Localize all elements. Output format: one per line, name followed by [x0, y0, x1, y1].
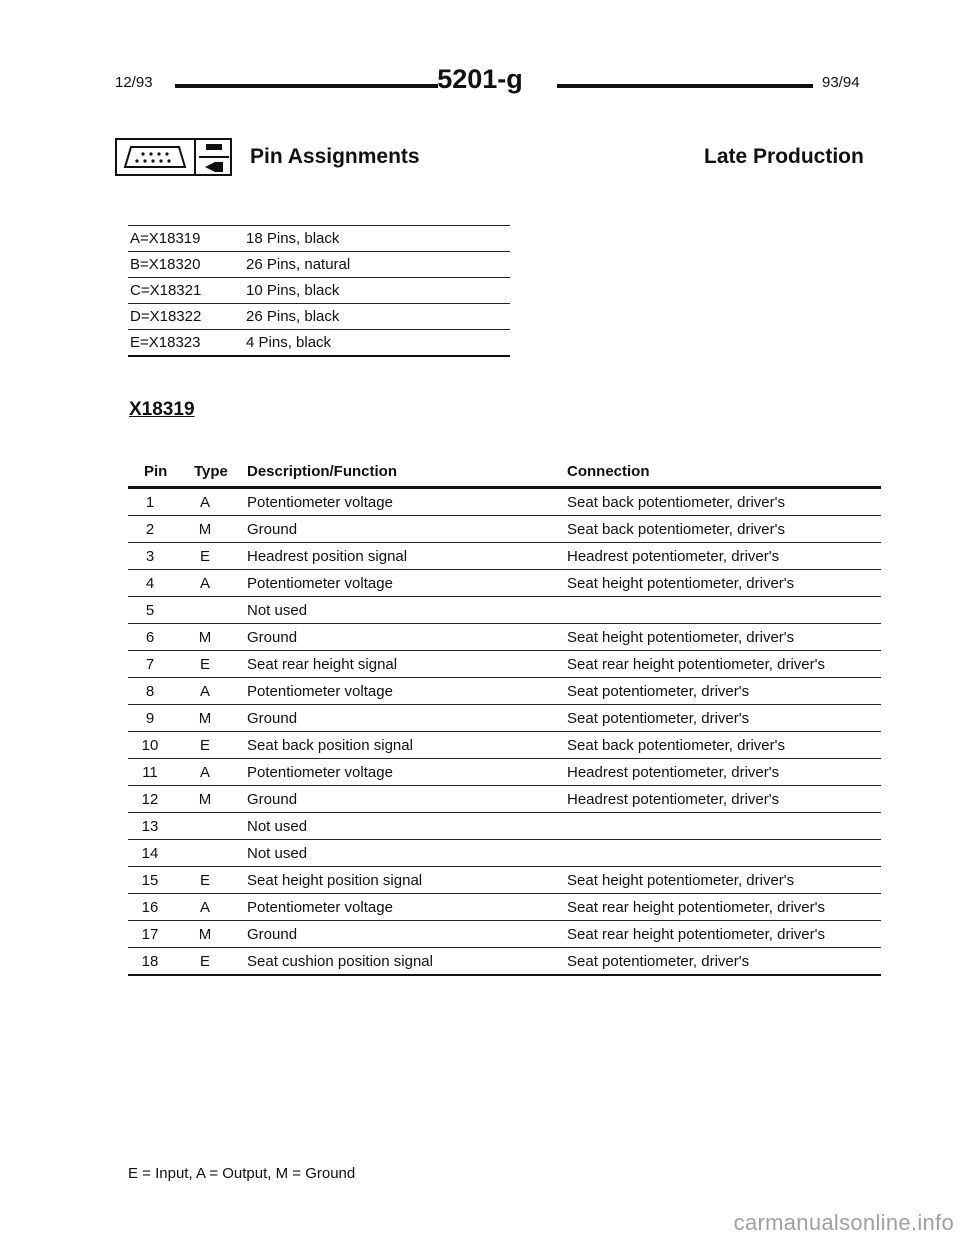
header-date-right: 93/94 [822, 74, 860, 91]
pin-description: Ground [247, 710, 298, 727]
table-row [128, 732, 881, 759]
pin-connection: Seat potentiometer, driver's [567, 710, 750, 727]
pin-connection: Seat height potentiometer, driver's [567, 872, 795, 889]
pin-description: Ground [247, 926, 298, 943]
header-date-left: 12/93 [115, 74, 153, 91]
page-code: 5201-g [437, 64, 523, 94]
pin-connection: Headrest potentiometer, driver's [567, 791, 780, 808]
pin-connection: Seat height potentiometer, driver's [567, 629, 795, 646]
pin-type: A [199, 683, 210, 700]
table-row [128, 597, 881, 624]
pin-description: Seat cushion position signal [247, 953, 433, 970]
pin-connection: Seat rear height potentiometer, driver's [567, 899, 826, 916]
connector-desc: 26 Pins, natural [246, 256, 351, 273]
pin-number: 12 [141, 791, 159, 808]
pin-type: A [199, 899, 210, 916]
connector-id: E=X18323 [130, 334, 201, 351]
pin-description: Not used [247, 602, 308, 619]
pin-assignment-icon [199, 142, 229, 174]
table-row [128, 759, 881, 786]
table-row [128, 813, 881, 840]
table-row [128, 840, 881, 867]
col-header-description: Description/Function [247, 463, 397, 480]
pin-description: Ground [247, 629, 298, 646]
pin-type: M [198, 710, 212, 727]
connector-heading: X18319 [129, 399, 195, 420]
table-row [128, 489, 881, 516]
pin-number: 10 [141, 737, 159, 754]
pin-description: Not used [247, 818, 308, 835]
connector-desc: 10 Pins, black [246, 282, 340, 299]
col-header-type: Type [194, 463, 228, 480]
pin-connection: Seat back potentiometer, driver's [567, 737, 785, 754]
pin-type: E [199, 656, 210, 673]
pin-description: Ground [247, 521, 298, 538]
table-row [128, 543, 881, 570]
pin-description: Ground [247, 791, 298, 808]
connector-icon [123, 144, 187, 170]
pin-number: 8 [145, 683, 155, 700]
pin-description: Potentiometer voltage [247, 683, 393, 700]
pin-connection: Seat back potentiometer, driver's [567, 521, 785, 538]
table-row [128, 516, 881, 543]
pin-number: 5 [145, 602, 155, 619]
table-row [128, 948, 881, 976]
connector-desc: 4 Pins, black [246, 334, 332, 351]
pin-number: 18 [141, 953, 159, 970]
pin-number: 9 [145, 710, 155, 727]
pin-description: Potentiometer voltage [247, 899, 393, 916]
title-icon-box [115, 138, 232, 176]
watermark: carmanualsonline.info [733, 1210, 954, 1235]
table-row [128, 651, 881, 678]
table-row [128, 570, 881, 597]
pin-number: 14 [141, 845, 159, 862]
table-row [128, 894, 881, 921]
pin-description: Seat rear height signal [247, 656, 398, 673]
pin-type: M [198, 629, 212, 646]
connector-desc: 26 Pins, black [246, 308, 340, 325]
pin-number: 7 [145, 656, 155, 673]
connector-id: C=X18321 [130, 282, 202, 299]
pin-number: 6 [145, 629, 155, 646]
type-legend: E = Input, A = Output, M = Ground [128, 1165, 356, 1182]
pin-number: 15 [141, 872, 159, 889]
pin-number: 1 [145, 494, 155, 511]
pin-type: A [199, 764, 210, 781]
pin-number: 11 [142, 764, 158, 781]
pin-description: Potentiometer voltage [247, 575, 393, 592]
pin-connection: Seat height potentiometer, driver's [567, 575, 795, 592]
pin-connection: Seat rear height potentiometer, driver's [567, 926, 826, 943]
pin-description: Not used [247, 845, 308, 862]
pin-number: 17 [141, 926, 159, 943]
header-rule-right [557, 84, 813, 88]
connector-row [128, 251, 510, 277]
pin-number: 16 [141, 899, 159, 916]
connector-id: A=X18319 [130, 230, 201, 247]
pin-type: A [199, 494, 210, 511]
pin-description: Potentiometer voltage [247, 494, 393, 511]
table-row [128, 705, 881, 732]
pin-description: Headrest position signal [247, 548, 408, 565]
connector-row [128, 303, 510, 329]
pin-description: Seat height position signal [247, 872, 423, 889]
pin-table [128, 486, 881, 976]
connector-table-bottom-rule [128, 355, 510, 357]
pin-type: E [199, 872, 210, 889]
pin-type: E [199, 737, 210, 754]
table-row [128, 786, 881, 813]
connector-summary-table [128, 225, 510, 357]
pin-type: A [199, 575, 210, 592]
connector-desc: 18 Pins, black [246, 230, 340, 247]
col-header-pin: Pin [144, 463, 168, 480]
connector-row [128, 277, 510, 303]
icon-separator [194, 140, 196, 174]
pin-connection: Seat rear height potentiometer, driver's [567, 656, 826, 673]
pin-number: 3 [145, 548, 155, 565]
pin-number: 4 [145, 575, 155, 592]
pin-number: 2 [145, 521, 155, 538]
pin-type: M [198, 791, 212, 808]
pin-connection: Seat potentiometer, driver's [567, 683, 750, 700]
pin-number: 13 [141, 818, 159, 835]
pin-type: E [199, 953, 210, 970]
pin-connection: Headrest potentiometer, driver's [567, 764, 780, 781]
table-row [128, 921, 881, 948]
pin-description: Seat back position signal [247, 737, 413, 754]
pin-type: E [199, 548, 210, 565]
pin-connection: Headrest potentiometer, driver's [567, 548, 780, 565]
pin-connection: Seat potentiometer, driver's [567, 953, 750, 970]
col-header-connection: Connection [567, 463, 650, 480]
section-title: Pin Assignments [250, 145, 420, 168]
table-row [128, 678, 881, 705]
table-row [128, 867, 881, 894]
pin-type: M [198, 926, 212, 943]
pin-connection: Seat back potentiometer, driver's [567, 494, 785, 511]
connector-id: D=X18322 [130, 308, 202, 325]
production-label: Late Production [704, 145, 864, 168]
connector-row [128, 329, 510, 355]
pin-type: M [198, 521, 212, 538]
table-row [128, 624, 881, 651]
connector-id: B=X18320 [130, 256, 201, 273]
pin-description: Potentiometer voltage [247, 764, 393, 781]
connector-row [128, 225, 510, 251]
